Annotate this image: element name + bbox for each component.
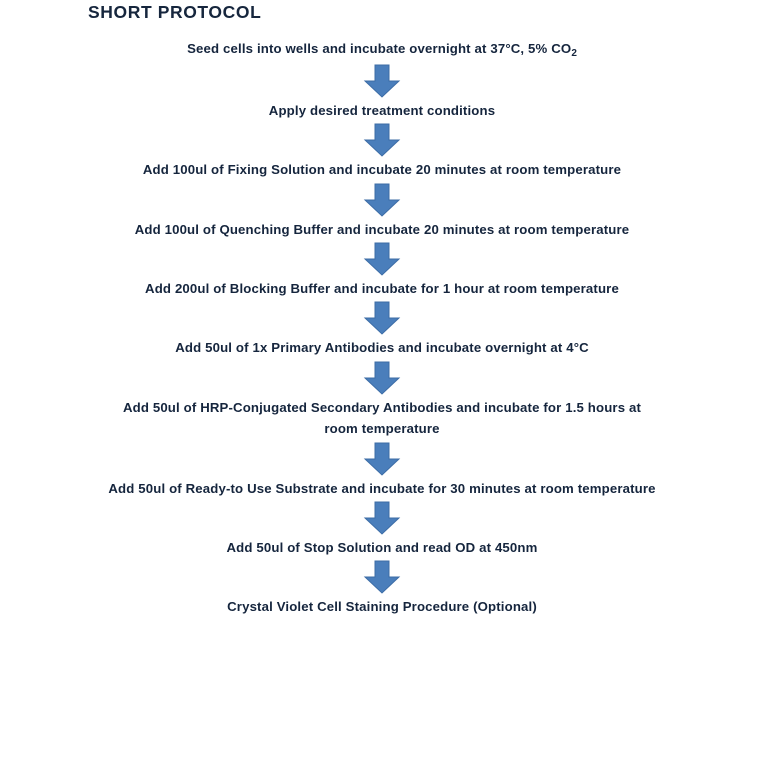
flow-connector	[362, 121, 402, 159]
down-arrow-icon	[362, 361, 402, 395]
flow-connector	[362, 558, 402, 596]
flow-connector	[362, 499, 402, 537]
flow-connector	[362, 62, 402, 100]
page-title: SHORT PROTOCOL	[88, 2, 262, 22]
step-label: Add 50ul of 1x Primary Antibodies and incubate overnight at 4°C	[175, 340, 589, 356]
flow-connector	[362, 299, 402, 337]
step-label: Apply desired treatment conditions	[268, 102, 496, 118]
step-label: Add 50ul of Stop Solution and read OD at 450nm	[226, 539, 538, 555]
flowchart-step	[32, 159, 732, 180]
down-arrow-icon	[362, 560, 402, 594]
flowchart-step	[32, 596, 732, 617]
step-label: Seed cells into wells and incubate overnight at 37°C, 5% CO	[187, 41, 572, 56]
step-label: Add 100ul of Fixing Solution and incubate 20 minutes at room temperature	[142, 162, 622, 178]
down-arrow-icon	[362, 242, 402, 276]
down-arrow-icon	[362, 442, 402, 476]
flowchart-step	[112, 397, 652, 440]
flowchart-step	[32, 100, 732, 121]
down-arrow-icon	[362, 123, 402, 157]
step-label: Add 50ul of Ready-to Use Substrate and incubate for 30 minutes at room temperature	[108, 480, 656, 496]
step-label: Add 100ul of Quenching Buffer and incubate 20 minutes at room temperature	[134, 221, 630, 237]
flowchart-step	[132, 219, 632, 240]
step-label: Add 50ul of HRP-Conjugated Secondary Antibodies and incubate for 1.5 hours at room temperature	[122, 399, 642, 437]
flowchart-steps	[0, 38, 764, 618]
flowchart-step	[32, 278, 732, 299]
flowchart-step	[32, 337, 732, 358]
step-label: Crystal Violet Cell Staining Procedure (Optional)	[227, 599, 537, 615]
flow-connector	[362, 359, 402, 397]
flow-connector	[362, 240, 402, 278]
flow-connector	[362, 440, 402, 478]
down-arrow-icon	[362, 301, 402, 335]
step-subscript: 2	[571, 47, 577, 59]
down-arrow-icon	[362, 501, 402, 535]
flowchart-step	[32, 537, 732, 558]
down-arrow-icon	[362, 64, 402, 98]
flowchart-step	[32, 38, 732, 62]
flowchart-step	[102, 478, 662, 499]
step-label: Add 200ul of Blocking Buffer and incubate for 1 hour at room temperature	[145, 281, 619, 297]
flow-connector	[362, 181, 402, 219]
down-arrow-icon	[362, 183, 402, 217]
